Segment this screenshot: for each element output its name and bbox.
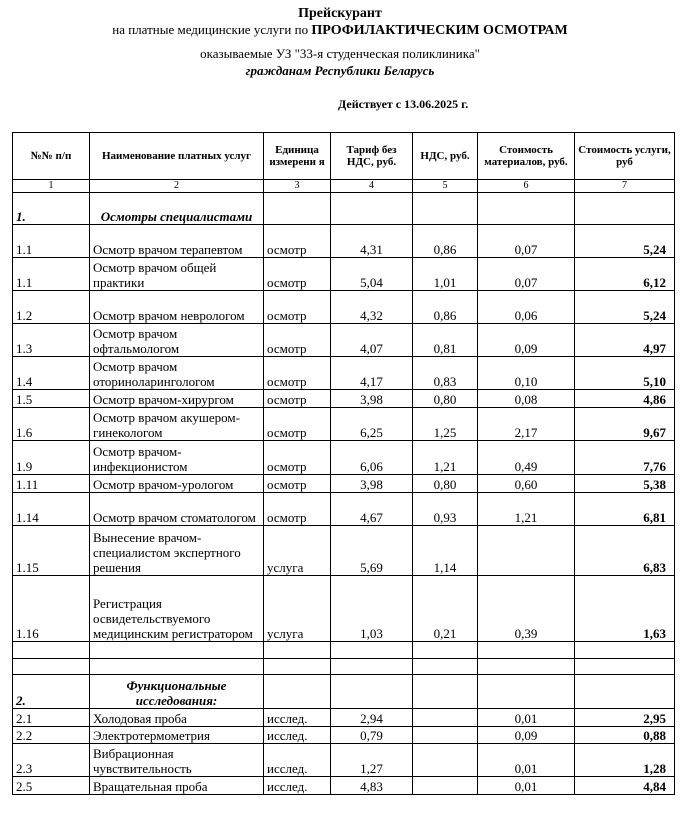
vat-cell: 0,86 [413,291,478,324]
tariff-cell: 0,79 [331,727,413,744]
service-name: Вращательная проба [90,777,264,795]
col-number: 7 [575,180,675,193]
service-name: Осмотр врачом общей практики [90,258,264,291]
cell-empty [264,659,331,675]
tariff-cell: 4,67 [331,493,413,526]
col-number: 2 [90,180,264,193]
total-cell: 5,24 [575,225,675,258]
tariff-cell: 4,31 [331,225,413,258]
vat-cell [413,727,478,744]
unit-cell: осмотр [264,441,331,475]
materials-cell: 0,01 [478,744,575,777]
header-tariff: Тариф без НДС, руб. [331,133,413,180]
total-cell: 5,24 [575,291,675,324]
service-name: Осмотр врачом-хирургом [90,390,264,408]
tariff-cell: 3,98 [331,390,413,408]
header-total: Стоимость услуги, руб [575,133,675,180]
doc-title: Прейскурант [298,6,382,21]
col-number: 1 [13,180,90,193]
unit-cell: исслед. [264,709,331,727]
table-row [13,727,675,744]
service-name: Осмотр врачом стоматологом [90,493,264,526]
table-row [13,709,675,727]
table-row [13,493,675,526]
unit-cell: исслед. [264,777,331,795]
unit-cell: осмотр [264,357,331,390]
table-row [13,576,675,642]
service-name: Осмотр врачом терапевтом [90,225,264,258]
materials-cell: 0,07 [478,225,575,258]
cell-empty [575,659,675,675]
total-cell: 1,63 [575,576,675,642]
vat-cell [413,709,478,727]
tariff-cell: 4,07 [331,324,413,357]
cell-empty [413,659,478,675]
cell-empty [331,642,413,659]
header-unit: Единица измерени я [264,133,331,180]
materials-cell [478,526,575,576]
unit-cell: осмотр [264,225,331,258]
unit-cell: осмотр [264,493,331,526]
row-number: 1.3 [13,324,90,357]
vat-cell: 0,81 [413,324,478,357]
effective-date: Действует с 13.06.2025 г. [338,97,469,111]
cell-empty [413,675,478,709]
cell-empty [478,675,575,709]
unit-cell: исслед. [264,727,331,744]
subtitle-prefix: на платные медицинские услуги по [112,22,312,37]
row-number: 1.5 [13,390,90,408]
blank-row [13,659,675,675]
cell-empty [478,193,575,225]
row-number: 2.3 [13,744,90,777]
tariff-cell: 2,94 [331,709,413,727]
cell-empty [13,659,90,675]
table-row [13,225,675,258]
section-row [13,193,675,225]
provider-line: оказываемые УЗ "33-я студенческая поликлиника" [200,46,480,61]
tariff-cell: 4,17 [331,357,413,390]
service-name: Осмотр врачом-урологом [90,475,264,493]
tariff-cell: 5,04 [331,258,413,291]
audience-line: гражданам Республики Беларусь [245,63,435,78]
service-name: Осмотр врачом офтальмологом [90,324,264,357]
vat-cell: 1,01 [413,258,478,291]
total-cell: 2,95 [575,709,675,727]
total-cell: 6,83 [575,526,675,576]
tariff-cell: 3,98 [331,475,413,493]
service-name: Осмотр врачом оториноларингологом [90,357,264,390]
cell-empty [90,659,264,675]
tariff-cell: 1,27 [331,744,413,777]
row-number: 2.1 [13,709,90,727]
unit-cell: услуга [264,576,331,642]
column-number-row [13,180,675,193]
vat-cell: 0,93 [413,493,478,526]
subtitle-bold: ПРОФИЛАКТИЧЕСКИМ ОСМОТРАМ [311,23,568,38]
section-title: Осмотры специалистами [90,193,264,225]
section-title: Функциональные исследования: [90,675,264,709]
service-name: Регистрация освидетельствуемого медицинским регистратором [90,576,264,642]
unit-cell: исслед. [264,744,331,777]
vat-cell: 0,86 [413,225,478,258]
total-cell: 4,86 [575,390,675,408]
doc-subtitle [0,22,680,39]
price-table [12,132,675,795]
row-number: 1. [13,193,90,225]
col-number: 5 [413,180,478,193]
col-number: 6 [478,180,575,193]
table-row [13,258,675,291]
tariff-cell: 5,69 [331,526,413,576]
header-name: Наименование платных услуг [90,133,264,180]
row-number: 1.1 [13,258,90,291]
total-cell: 9,67 [575,408,675,441]
col-number: 4 [331,180,413,193]
materials-cell: 0,01 [478,777,575,795]
service-name: Осмотр врачом акушером-гинекологом [90,408,264,441]
row-number: 1.9 [13,441,90,475]
row-number: 1.16 [13,576,90,642]
cell-empty [264,675,331,709]
table-header-row [13,133,675,180]
unit-cell: осмотр [264,324,331,357]
materials-cell: 0,09 [478,727,575,744]
cell-empty [478,659,575,675]
materials-cell: 0,60 [478,475,575,493]
materials-cell: 2,17 [478,408,575,441]
materials-cell: 0,09 [478,324,575,357]
cell-empty [13,642,90,659]
cell-empty [478,642,575,659]
materials-cell: 0,10 [478,357,575,390]
vat-cell: 0,80 [413,390,478,408]
unit-cell: осмотр [264,475,331,493]
total-cell: 5,38 [575,475,675,493]
unit-cell: услуга [264,526,331,576]
cell-empty [413,642,478,659]
table-row [13,291,675,324]
header-materials: Стоимость материалов, руб. [478,133,575,180]
materials-cell: 0,08 [478,390,575,408]
cell-empty [575,193,675,225]
table-row [13,526,675,576]
service-name: Осмотр врачом неврологом [90,291,264,324]
row-number: 2. [13,675,90,709]
blank-row [13,642,675,659]
vat-cell: 1,25 [413,408,478,441]
vat-cell [413,777,478,795]
tariff-cell: 1,03 [331,576,413,642]
vat-cell: 0,21 [413,576,478,642]
total-cell: 6,12 [575,258,675,291]
cell-empty [331,193,413,225]
row-number: 1.4 [13,357,90,390]
total-cell: 4,84 [575,777,675,795]
table-row [13,390,675,408]
unit-cell: осмотр [264,291,331,324]
section-row [13,675,675,709]
unit-cell: осмотр [264,390,331,408]
header-num: №№ п/п [13,133,90,180]
service-name: Электротермометрия [90,727,264,744]
cell-empty [413,193,478,225]
tariff-cell: 6,25 [331,408,413,441]
table-row [13,441,675,475]
vat-cell: 1,21 [413,441,478,475]
cell-empty [575,675,675,709]
materials-cell: 0,06 [478,291,575,324]
unit-cell: осмотр [264,408,331,441]
total-cell: 0,88 [575,727,675,744]
vat-cell: 1,14 [413,526,478,576]
tariff-cell: 4,83 [331,777,413,795]
col-number: 3 [264,180,331,193]
cell-empty [331,659,413,675]
vat-cell: 0,80 [413,475,478,493]
total-cell: 5,10 [575,357,675,390]
table-body [13,193,675,795]
cell-empty [264,193,331,225]
tariff-cell: 4,32 [331,291,413,324]
vat-cell: 0,83 [413,357,478,390]
materials-cell: 0,07 [478,258,575,291]
service-name: Вибрационная чувствительность [90,744,264,777]
table-row [13,475,675,493]
row-number: 1.15 [13,526,90,576]
cell-empty [575,642,675,659]
row-number: 1.6 [13,408,90,441]
total-cell: 6,81 [575,493,675,526]
table-row [13,408,675,441]
materials-cell: 0,49 [478,441,575,475]
total-cell: 1,28 [575,744,675,777]
cell-empty [331,675,413,709]
header-vat: НДС, руб. [413,133,478,180]
materials-cell: 0,01 [478,709,575,727]
table-row [13,744,675,777]
cell-empty [264,642,331,659]
unit-cell: осмотр [264,258,331,291]
total-cell: 7,76 [575,441,675,475]
row-number: 1.1 [13,225,90,258]
service-name: Вынесение врачом-специалистом экспертного решения [90,526,264,576]
total-cell: 4,97 [575,324,675,357]
service-name: Осмотр врачом-инфекционистом [90,441,264,475]
vat-cell [413,744,478,777]
table-row [13,357,675,390]
materials-cell: 1,21 [478,493,575,526]
row-number: 2.5 [13,777,90,795]
row-number: 1.11 [13,475,90,493]
row-number: 2.2 [13,727,90,744]
service-name: Холодовая проба [90,709,264,727]
cell-empty [90,642,264,659]
row-number: 1.2 [13,291,90,324]
row-number: 1.14 [13,493,90,526]
materials-cell: 0,39 [478,576,575,642]
table-row [13,777,675,795]
table-row [13,324,675,357]
tariff-cell: 6,06 [331,441,413,475]
